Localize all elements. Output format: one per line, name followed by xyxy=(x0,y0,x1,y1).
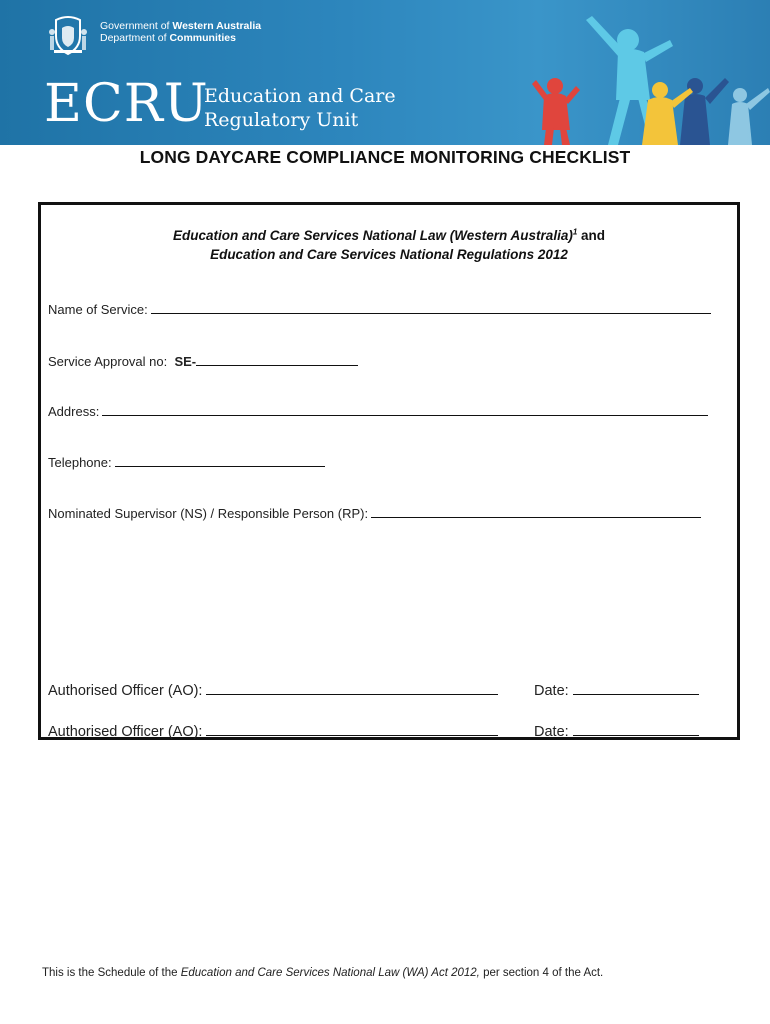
nominated-supervisor-field[interactable]: Nominated Supervisor (NS) / Responsible Person (RP): xyxy=(48,505,701,522)
wa-government-crest-icon xyxy=(48,14,88,56)
national-regulations-heading: Education and Care Services National Regulations 2012 xyxy=(210,247,568,262)
department-name: Department of Communities xyxy=(100,32,236,44)
footnote: This is the Schedule of the Education and Care Services National Law (WA) Act 2012, per section 4 of the Act. xyxy=(42,967,604,979)
authorised-officer-field-1[interactable]: Authorised Officer (AO): xyxy=(48,681,498,700)
date-field-1[interactable]: Date: xyxy=(534,681,699,700)
service-approval-field[interactable]: Service Approval no: SE- xyxy=(48,353,358,370)
government-name: Government of Western Australia xyxy=(100,20,262,32)
national-law-heading: Education and Care Services National Law (Western Australia)$^1$ and xyxy=(172,227,606,243)
address-field[interactable]: Address: xyxy=(48,403,708,420)
jumping-children-silhouettes-icon xyxy=(520,0,770,145)
unit-name-line2: Regulatory Unit xyxy=(204,109,359,131)
date-field-2[interactable]: Date: xyxy=(534,722,699,741)
service-details-form xyxy=(38,202,740,740)
authorised-officer-field-2[interactable]: Authorised Officer (AO): xyxy=(48,722,498,741)
page-title: LONG DAYCARE COMPLIANCE MONITORING CHECKLIST xyxy=(139,147,631,167)
name-of-service-field[interactable]: Name of Service: xyxy=(48,301,711,318)
unit-name-line1: Education and Care xyxy=(204,85,396,107)
ecru-logo-text: ECRU xyxy=(44,74,209,134)
telephone-field[interactable]: Telephone: xyxy=(48,454,325,471)
header-banner xyxy=(0,0,770,145)
